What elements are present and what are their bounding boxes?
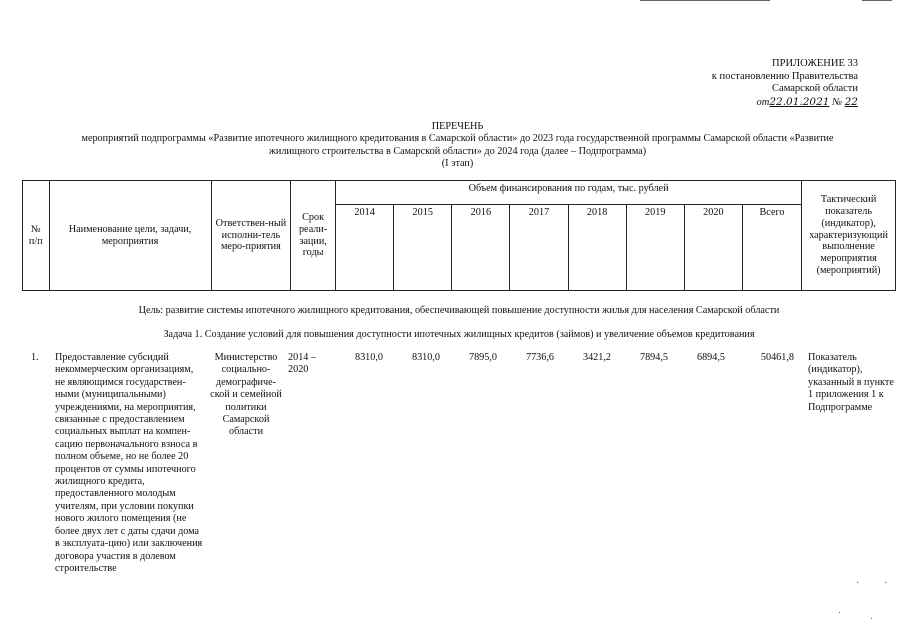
scan-edge-line	[862, 0, 892, 1]
row-indicator: Показатель (индикатор), указанный в пункте 1 приложения 1 к Подпрограмме	[808, 352, 894, 413]
row-responsible: Министерство социально-демографиче-ской и семейной политики Самарской области	[210, 352, 282, 438]
header-year: 2016	[452, 205, 510, 291]
scan-edge-line	[640, 0, 770, 1]
title-line: жилищного строительства в Самарской области» до 2024 года (далее – Подпрограмма)	[268, 145, 647, 157]
header-indicator: Тактический показатель (индикатор), характеризующий выполнение мероприятия (мероприятий)	[802, 181, 896, 291]
row-value-2015: 8310,0	[411, 352, 440, 363]
header-year: 2020	[684, 205, 742, 291]
appendix-title: ПРИЛОЖЕНИЕ 33	[772, 58, 858, 69]
header-year: 2019	[626, 205, 684, 291]
scan-speck: ·	[856, 578, 860, 589]
appendix-line: к постановлению Правительства	[711, 70, 858, 82]
row-value-2014: 8310,0	[354, 352, 383, 363]
number-value: 22	[844, 95, 858, 108]
header-year: 2014	[336, 205, 394, 291]
title-stage: (I этап)	[441, 158, 474, 170]
date-prefix: от	[756, 96, 770, 108]
row-value-total: 50461,8	[760, 352, 794, 363]
row-value-2018: 3421,2	[582, 352, 611, 363]
header-total: Всего	[742, 205, 801, 291]
appendix-line: Самарской области	[772, 83, 858, 94]
header-financing: Объем финансирования по годам, тыс. рублей	[336, 181, 802, 205]
goal-text: Цель: развитие системы ипотечного жилищного кредитования, обеспечивающей повышение доступности жилья для населения Самарской области	[138, 305, 780, 316]
header-responsible: Ответствен-ный исполни-тель меро-приятия	[211, 181, 291, 291]
appendix-block	[712, 58, 858, 109]
header-year: 2018	[568, 205, 626, 291]
header-name: Наименование цели, задачи, мероприятия	[49, 181, 211, 291]
row-number: 1.	[31, 352, 39, 363]
row-value-2017: 7736,6	[525, 352, 554, 363]
header-year: 2017	[510, 205, 568, 291]
appendix-date-line	[712, 96, 858, 110]
header-year: 2015	[394, 205, 452, 291]
task-text: Задача 1. Создание условий для повышения доступности ипотечных жилищных кредитов (займов) и увеличение объемов кредитования	[163, 329, 755, 340]
number-prefix: №	[832, 96, 842, 108]
row-value-2016: 7895,0	[468, 352, 497, 363]
scan-speck: ·	[870, 614, 874, 625]
header-num: № п/п	[23, 181, 50, 291]
header-table	[22, 180, 896, 291]
row-value-2020: 6894,5	[696, 352, 725, 363]
scan-speck: ·	[884, 578, 888, 589]
row-term: 2014 – 2020	[288, 352, 317, 376]
title-heading: ПЕРЕЧЕНЬ	[431, 121, 484, 132]
row-value-2019: 7894,5	[639, 352, 668, 363]
date-value: 22.01.2021	[769, 95, 830, 108]
row-activity-name: Предоставление субсидий некоммерческим организациям, не являющимся государствен-ными (муниципальными) учреждениями, на мероприятия, связанные с предоставлением социальных выплат на компен-сацию первоначального взноса в полном объеме, но не более 20 процентов от суммы ипотечного жилищного кредита, предоставленного молодым учителям, при условии покупки нового жилого помещения (не более двух лет с даты сдачи дома в эксплуата-цию) или заключения договора участия в долевом строительстве	[55, 352, 203, 574]
title-line: мероприятий подпрограммы «Развитие ипотечного жилищного кредитования в Самарской области» до 2023 года государственной программы Самарской области «Развитие	[81, 133, 834, 145]
header-term: Срок реали-зации, годы	[291, 181, 336, 291]
document-title	[40, 121, 875, 171]
scan-speck: ·	[838, 608, 842, 619]
